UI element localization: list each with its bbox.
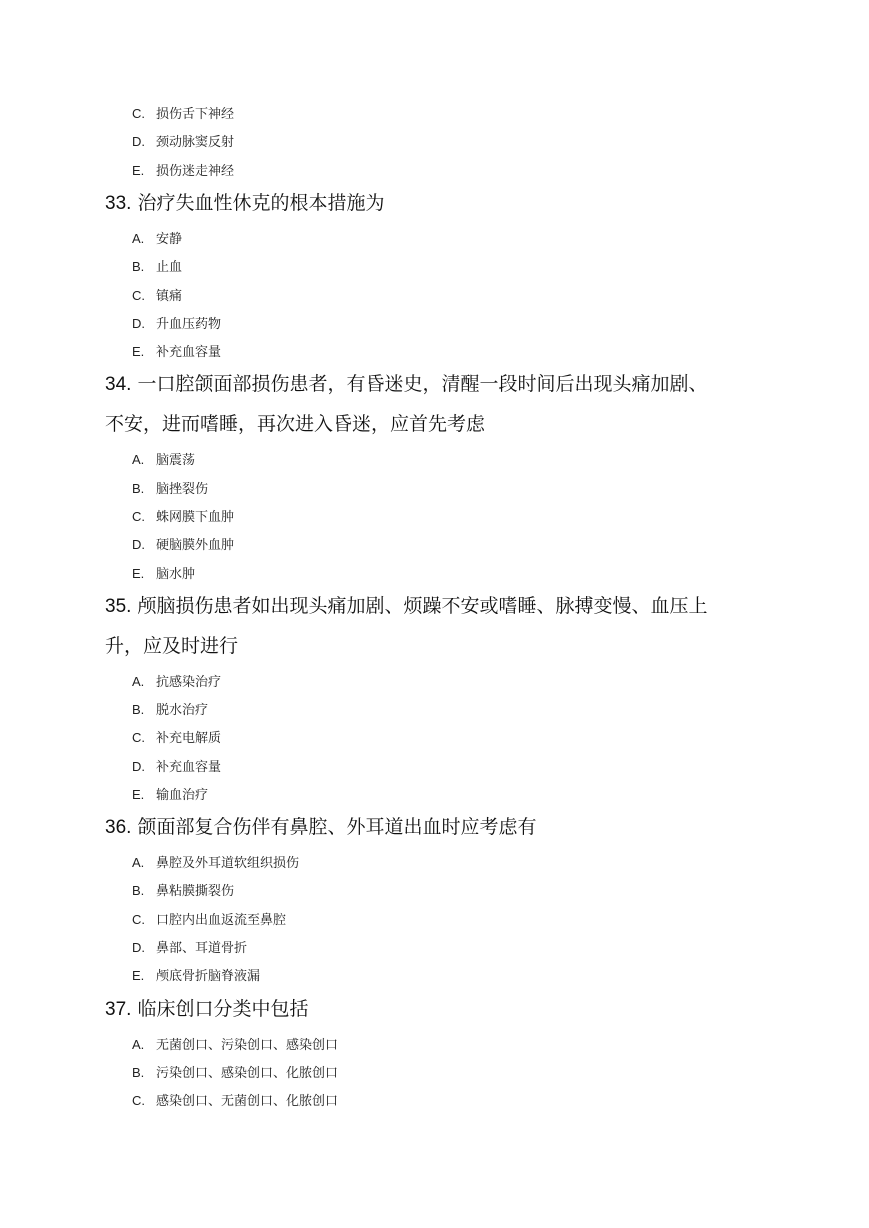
question-text: 一口腔颌面部损伤患者，有昏迷史，清醒一段时间后出现头痛加剧、 [137,373,708,395]
question-text: 颌面部复合伤伴有鼻腔、外耳道出血时应考虑有 [137,816,537,838]
option-text: 口腔内出血返流至鼻腔 [156,913,287,928]
option-b [132,258,182,277]
option-text: 止血 [156,260,183,275]
option-letter: E. [132,968,145,983]
option-letter: C. [132,912,145,927]
option-text: 抗感染治疗 [156,675,222,690]
option-letter: A. [132,1037,145,1052]
question-number: 35. [105,596,132,617]
option-text: 鼻腔及外耳道软组织损伤 [156,856,300,871]
question-text: 临床创口分类中包括 [137,998,309,1020]
option-text: 损伤迷走神经 [156,164,235,179]
option-letter: B. [132,702,145,717]
option-letter: D. [132,759,145,774]
option-text: 鼻部、耳道骨折 [156,941,248,956]
question-number: 33. [105,193,132,214]
question-number: 34. [105,374,132,395]
option-text: 脑震荡 [156,453,196,468]
option-letter: B. [132,481,145,496]
option-d [132,315,221,334]
question-text: 升，应及时进行 [105,635,239,657]
option-c [132,911,286,930]
question-35-stem-continued [105,633,238,659]
option-letter: B. [132,883,145,898]
option-d [132,536,234,555]
option-letter: E. [132,787,145,802]
option-letter: E. [132,163,145,178]
option-b [132,701,208,720]
option-text: 颅底骨折脑脊液漏 [156,969,261,984]
option-letter: A. [132,855,145,870]
option-c [132,287,182,306]
option-letter: A. [132,674,145,689]
option-text: 无菌创口、污染创口、感染创口 [156,1038,339,1053]
option-letter: D. [132,134,145,149]
option-e [132,786,208,805]
option-a [132,451,195,470]
option-d [132,939,247,958]
option-text: 脑挫裂伤 [156,482,209,497]
option-letter: C. [132,730,145,745]
option-letter: D. [132,537,145,552]
option-text: 输血治疗 [156,788,209,803]
option-e [132,565,195,584]
option-a [132,230,182,249]
option-b [132,1064,338,1083]
option-text: 硬脑膜外血肿 [156,538,235,553]
option-a [132,673,221,692]
option-text: 脱水治疗 [156,703,209,718]
question-36-stem [105,814,536,841]
option-letter: C. [132,509,145,524]
option-e [132,343,221,362]
question-text: 治疗失血性休克的根本措施为 [137,192,385,214]
option-text: 脑水肿 [156,567,196,582]
option-letter: C. [132,1093,145,1108]
question-34-stem-continued [105,411,485,437]
question-number: 36. [105,817,132,838]
question-number: 37. [105,999,132,1020]
option-text: 颈动脉窦反射 [156,135,235,150]
option-c [132,508,234,527]
option-letter: D. [132,316,145,331]
option-text: 补充血容量 [156,345,222,360]
option-d [132,758,221,777]
question-35-stem [105,593,707,620]
option-a [132,1036,338,1055]
option-letter: B. [132,1065,145,1080]
option-a [132,854,299,873]
option-text: 蛛网膜下血肿 [156,510,235,525]
question-34-stem [105,371,707,398]
option-c [132,729,221,748]
option-text: 损伤舌下神经 [156,107,235,122]
option-b [132,882,234,901]
option-text: 感染创口、无菌创口、化脓创口 [156,1094,339,1109]
option-text: 安静 [156,232,183,247]
option-letter: C. [132,106,145,121]
option-text: 鼻粘膜撕裂伤 [156,884,235,899]
option-d [132,133,234,152]
option-c [132,105,234,124]
option-b [132,480,208,499]
option-text: 补充电解质 [156,731,222,746]
option-e [132,162,234,181]
option-letter: B. [132,259,145,274]
option-e [132,967,260,986]
option-letter: E. [132,344,145,359]
option-text: 升血压药物 [156,317,222,332]
option-text: 污染创口、感染创口、化脓创口 [156,1066,339,1081]
option-text: 镇痛 [156,289,183,304]
option-letter: C. [132,288,145,303]
option-letter: A. [132,231,145,246]
question-text: 颅脑损伤患者如出现头痛加剧、烦躁不安或嗜睡、脉搏变慢、血压上 [137,595,708,617]
question-33-stem [105,190,384,217]
option-letter: A. [132,452,145,467]
question-37-stem [105,996,308,1023]
option-letter: D. [132,940,145,955]
option-text: 补充血容量 [156,760,222,775]
option-c [132,1092,338,1111]
question-text: 不安，进而嗜睡，再次进入昏迷，应首先考虑 [105,413,486,435]
option-letter: E. [132,566,145,581]
